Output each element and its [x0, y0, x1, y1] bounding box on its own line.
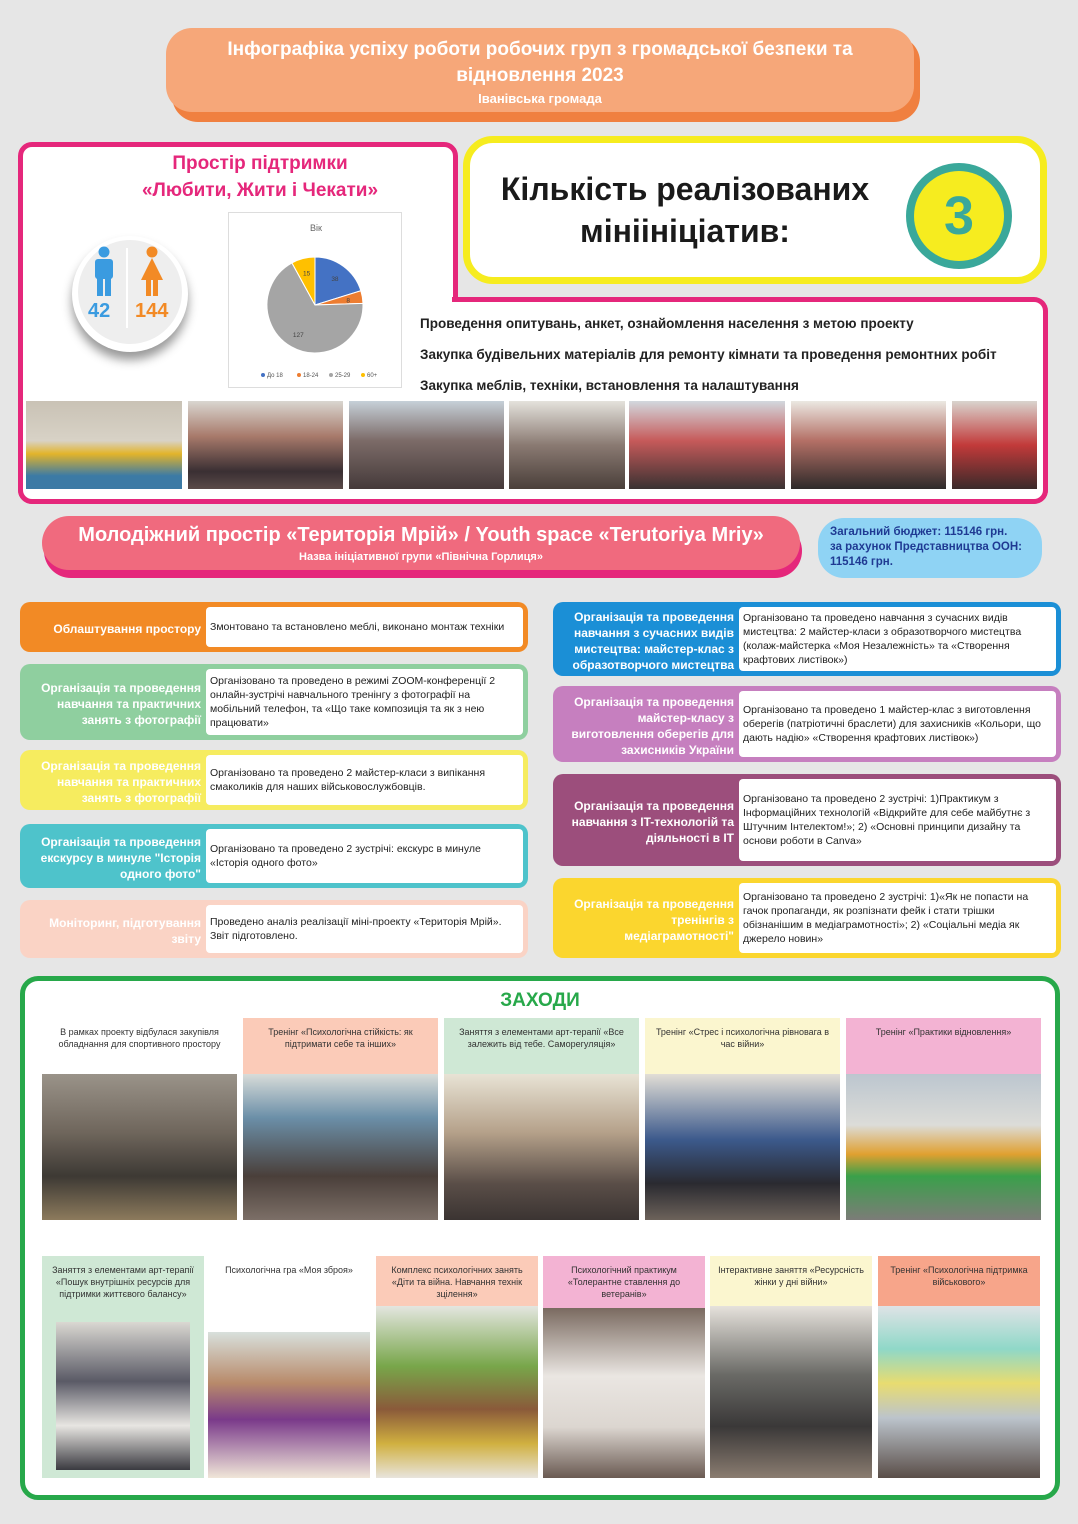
- card-text: Організовано та проведено навчання з сучасних видів мистецтва: 2 майстер-класи з образотворчого мистецтва (колаж-майстерка «Моя Незалежність» та «Створення крафтових листівок»): [739, 607, 1056, 671]
- event-card: [878, 1256, 1040, 1478]
- photo-group: [349, 401, 504, 489]
- event-caption: Інтерактивне заняття «Ресурсність жінки у дні війни»: [718, 1265, 864, 1287]
- card-text: Організовано та проведено 1 майстер-клас з виготовлення оберегів (патріотичні браслети) для захисників «Кольори, що дають надію» «Створення крафтових листівок»): [739, 691, 1056, 757]
- pie-value-label: 8: [346, 297, 350, 305]
- initiatives-count-label: Кількість реалізованих мініініціатив:: [500, 171, 870, 249]
- activity-card: [20, 664, 528, 740]
- event-caption: Тренінг «Стрес і психологічна рівновага в час війни»: [655, 1027, 830, 1049]
- event-photo: [376, 1306, 538, 1478]
- card-text: Організовано та проведено 2 майстер-класи з випікання смаколиків для наших військовослужбовців.: [206, 755, 523, 805]
- event-card: [42, 1256, 204, 1478]
- female-icon: [137, 246, 167, 298]
- group-name: Назва ініціативної групи «Північна Горлиця»: [299, 551, 543, 563]
- support-title-line2: «Любити, Жити і Чекати»: [141, 180, 379, 201]
- event-photo: [56, 1322, 190, 1470]
- event-caption: Психологічний практикум «Толерантне ставлення до ветеранів»: [567, 1265, 681, 1299]
- card-label: Організація та проведення екскурсу в минуле "Історія одного фото": [40, 835, 201, 881]
- event-photo: [543, 1308, 705, 1478]
- activity-card: [553, 686, 1061, 762]
- photo-group: [791, 401, 946, 489]
- event-card: [710, 1256, 872, 1478]
- youth-space-banner: [42, 516, 800, 570]
- legend-marker: [261, 373, 265, 377]
- event-photo: [710, 1306, 872, 1478]
- card-text: Проведено аналіз реалізації міні-проекту «Територія Мрій». Звіт підготовлено.: [206, 905, 523, 953]
- support-space-title: [60, 150, 460, 204]
- chart-title: Вік: [310, 223, 322, 233]
- activity-card: [553, 774, 1061, 866]
- legend-label: 18-24: [303, 373, 319, 379]
- photo-group: [509, 401, 625, 489]
- event-caption: Тренінг «Психологічна підтримка військового»: [890, 1265, 1028, 1287]
- event-caption: Заняття з елементами арт-терапії «Пошук внутрішніх ресурсів для підтримки життєвого балансу»: [52, 1265, 194, 1299]
- card-text: Організовано та проведено в режимі ZOOM-конференції 2 онлайн-зустрічі навчального тренінгу з фотографії на мобільний телефон, та «Що таке композиція та як з нею працювати»: [206, 669, 523, 735]
- activity-card: [553, 602, 1061, 676]
- photo-group: [952, 401, 1037, 489]
- photo-furniture: [26, 401, 182, 489]
- budget-line: за рахунок Представництва ООН:: [830, 541, 1023, 553]
- pie-value-label: 38: [331, 275, 339, 283]
- card-label: Моніторинг, підготування звіту: [49, 916, 201, 946]
- event-caption: Тренінг «Практики відновлення»: [875, 1027, 1012, 1037]
- activity-card: [20, 900, 528, 958]
- event-caption: Комплекс психологічних занять «Діти та війна. Навчання технік зцілення»: [391, 1265, 523, 1299]
- budget-badge: [818, 518, 1042, 578]
- female-count: 144: [135, 300, 169, 322]
- legend-label: 25-29: [335, 373, 351, 379]
- event-card: [243, 1018, 438, 1220]
- activity-card: [553, 878, 1061, 958]
- gender-divider: [126, 248, 128, 328]
- initiatives-count: 3: [914, 171, 1004, 261]
- legend-label: 60+: [367, 373, 378, 379]
- budget-line: Загальний бюджет: 115146 грн.: [830, 526, 1008, 538]
- legend-marker: [329, 373, 333, 377]
- activity-item: Закупка будівельних матеріалів для ремонту кімнати та проведення ремонтних робіт: [420, 347, 997, 362]
- page-subtitle: Іванівська громада: [478, 91, 602, 106]
- pie-value-label: 127: [292, 332, 304, 340]
- card-label: Організація та проведення навчання з IT-технологій та діяльності в IT: [571, 799, 734, 845]
- event-photo: [243, 1074, 438, 1220]
- budget-line: 115146 грн.: [830, 556, 893, 568]
- card-label: Організація та проведення навчання та практичних занять з фотографії: [41, 759, 201, 805]
- youth-space-title: Молодіжний простір «Територія Мрій» / Youth space «Terutoriya Mriy»: [78, 524, 764, 546]
- card-label: Організація та проведення тренінгів з медіаграмотності": [574, 897, 734, 943]
- event-card: [42, 1018, 237, 1220]
- page-header: [166, 28, 914, 112]
- card-text: Організовано та проведено 2 зустрічі: 1)«Як не попасти на гачок пропаганди, як розпізнати фейк і стати трішки обізнанішим в медіаграмотності»; 2) «Соціальні медіа як джерело новин»: [739, 883, 1056, 953]
- card-text: Організовано та проведено 2 зустрічі: 1)Практикум з Інформаційних технологій «Відкрийте для себе майбутнє з Штучним Інтелектом!»; 2) «Основні принципи дизайну та основи роботи в Canva»: [739, 779, 1056, 861]
- activity-item: Закупка меблів, техніки, встановлення та налаштування: [420, 378, 799, 393]
- event-card: [645, 1018, 840, 1220]
- photo-group: [188, 401, 343, 489]
- legend-marker: [297, 373, 301, 377]
- event-caption: В рамках проекту відбулася закупівля обладнання для спортивного простору: [58, 1027, 221, 1049]
- event-card: [846, 1018, 1041, 1220]
- event-photo: [645, 1074, 840, 1220]
- activity-item: Проведення опитувань, анкет, ознайомлення населення з метою проекту: [420, 316, 914, 331]
- activity-card: [20, 602, 528, 652]
- event-photo: [208, 1332, 370, 1478]
- card-label: Організація та проведення навчання з сучасних видів мистецтва: майстер-клас з образотворчого мистецтва: [572, 610, 734, 672]
- card-text: Змонтовано та встановлено меблі, виконано монтаж техніки: [206, 607, 523, 647]
- event-caption: Психологічна гра «Моя зброя»: [225, 1265, 353, 1275]
- event-card: [543, 1256, 705, 1478]
- event-photo: [444, 1074, 639, 1220]
- card-label: Облаштування простору: [53, 622, 201, 636]
- legend-label: До 18: [267, 373, 283, 379]
- card-label: Організація та проведення навчання та практичних занять з фотографії: [41, 681, 201, 727]
- activity-card: [20, 824, 528, 888]
- event-card: [444, 1018, 639, 1220]
- photo-group: [629, 401, 785, 489]
- events-title: ЗАХОДИ: [500, 990, 580, 1011]
- event-photo: [878, 1306, 1040, 1478]
- age-pie-chart: [229, 213, 403, 389]
- page-title: Інфографіка успіху роботи робочих груп з громадської безпеки та відновлення 2023: [227, 39, 853, 86]
- card-label: Організація та проведення майстер-класу з виготовлення оберегів для захисників України: [571, 695, 734, 757]
- event-card: [208, 1256, 370, 1478]
- card-text: Організовано та проведено 2 зустрічі: екскурс в минуле «Історія одного фото»: [206, 829, 523, 883]
- male-count: 42: [88, 300, 111, 322]
- male-icon: [90, 246, 118, 298]
- age-chart: [228, 212, 402, 388]
- event-caption: Тренінг «Психологічна стійкість: як підтримати себе та інших»: [268, 1027, 413, 1049]
- pie-value-label: 15: [303, 270, 311, 278]
- legend-marker: [361, 373, 365, 377]
- activity-card: [20, 750, 528, 810]
- event-photo: [846, 1074, 1041, 1220]
- event-card: [376, 1256, 538, 1478]
- event-caption: Заняття з елементами арт-терапії «Все залежить від тебе. Саморегуляція»: [459, 1027, 624, 1049]
- event-photo: [42, 1074, 237, 1220]
- support-title-line1: Простір підтримки: [172, 153, 348, 174]
